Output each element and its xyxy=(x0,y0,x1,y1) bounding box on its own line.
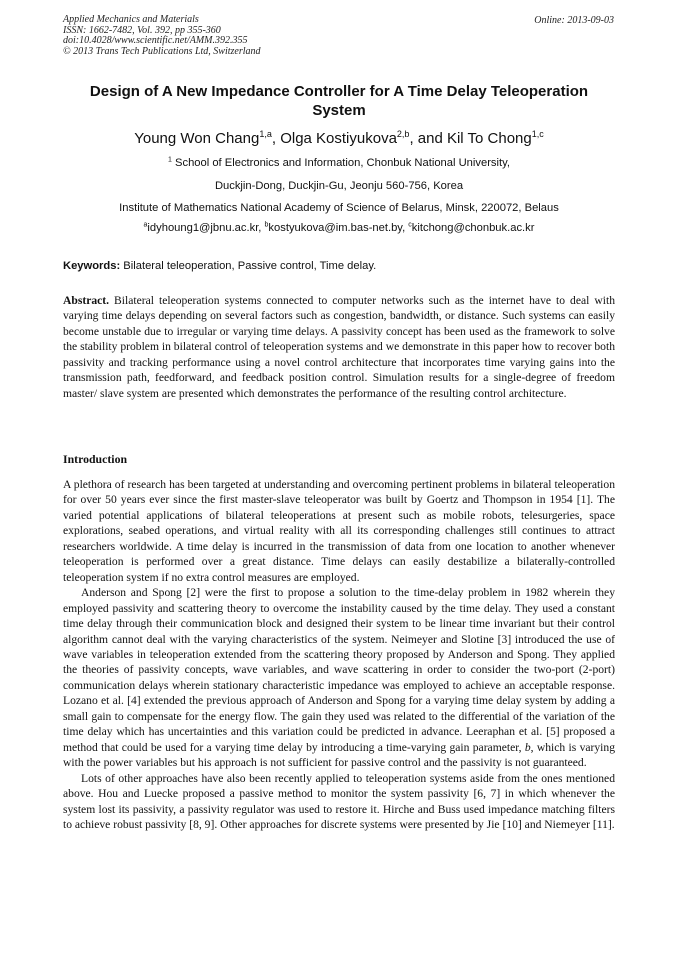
affiliation-1-line-2: Duckjin-Dong, Duckjin-Gu, Jeonju 560-756, Korea xyxy=(214,180,464,192)
journal-name: Applied Mechanics and Materials xyxy=(63,14,199,25)
keywords xyxy=(63,259,615,273)
author-name: Olga Kostiyukova xyxy=(280,130,397,147)
online-date: Online: 2013-09-03 xyxy=(534,15,614,26)
introduction-body xyxy=(63,477,615,832)
copyright-line: © 2013 Trans Tech Publications Ltd, Switzerland xyxy=(63,45,261,57)
email-link[interactable]: idyhoung1@jbnu.ac.kr xyxy=(147,222,259,234)
keywords-text: Bilateral teleoperation, Passive control, Time delay. xyxy=(120,260,377,272)
paragraph: Anderson and Spong [2] were the first to propose a solution to the time-delay problem in 1982 wherein they employed passivity and scattering theory to overcome the instability caused by the time delay. They used a constant time delay through their communication block and designed their system to be linear time invariant but their control algorithm cannot deal with the varying characteristics of the system. Neimeyer and Slotine [3] introduced the use of wave variables in teleoperation extended from the scattering theory proposed by Anderson and Spong. They applied the theories of passivity concepts, wave variables, and wave scattering in order to consider the two-port (2-port) communication delays wherein stationary characteristic impedance was employed to achieve an acceptable response. Lozano et al. [4] extended the previous approach of Anderson and Spong for a varying time delay system by adding a small gain to compensate for the energy flow. The gain they used was related to the differential of the variation of the time delay which has uncertainties and this variation could be predicted in advance. Leeraphan et al. [5] proposed a method that could be used for a varying time delay by introducing a time-varying gain parameter, b, which is varying with the power variables but his approach is not sufficient for passive control and the passivity is not guaranteed. xyxy=(63,586,615,770)
paper-title: Design of A New Impedance Controller for A Time Delay Teleoperation System xyxy=(89,83,589,119)
author-list: Young Won Chang$^{1,a}$, Olga Kostiyukova$^{2,b}$, and Kil To Chong$^{1,c}$ xyxy=(134,129,544,147)
email-link[interactable]: kostyukova@im.bas-net.by xyxy=(268,222,403,234)
doi-line: doi:10.4028/www.scientific.net/AMM.392.355 xyxy=(63,35,248,46)
author-name: Young Won Chang xyxy=(134,130,260,147)
affiliation-1-line-1: $^1$ School of Electronics and Information, Chonbuk National University, xyxy=(168,156,510,169)
abstract-label: Abstract. xyxy=(63,294,110,307)
paragraph: Lots of other approaches have also been recently applied to teleoperation systems aside from the ones mentioned above. Hou and Luecke proposed a passive method to monitor the system passivity [6, 7] in which whenever the system lost its passivity, a passivity regulator was used to restore it. Hirche and Buss used impedance matching filters to achieve robust passivity [8, 9]. Other approaches for discrete systems were presented by Jie [10] and Niemeyer [11]. xyxy=(63,771,615,831)
keywords-label: Keywords: xyxy=(63,260,121,272)
author-sup: 1,a xyxy=(259,129,272,139)
abstract-text: Bilateral teleoperation systems connected to computer networks such as the internet have to deal with varying time delays depending on several factors such as congestion, bandwidth, or distance. Such systems can easily become unstable due to irregular or varying time delays. A passivity concept has been used as the framework to solve the stability problem in bilateral control of teleoperation systems and we demonstrate in this paper how to recover both passivity and tracking performance using a novel control architecture that incorporates time varying gains into the transmission path, feedforward, and feedback position control. Simulation results for a single-degree of freedom master/ slave system are presented which demonstrates the performance of the resulting control architecture. xyxy=(63,294,615,400)
section-heading-introduction: Introduction xyxy=(63,452,128,466)
author-name: Kil To Chong xyxy=(446,130,532,147)
issn-line: ISSN: 1662-7482, Vol. 392, pp 355-360 xyxy=(63,24,221,36)
abstract xyxy=(63,293,615,401)
author-sup: 1,c xyxy=(531,129,544,139)
paragraph: A plethora of research has been targeted at understanding and overcoming pertinent problems in bilateral teleoperation for over 50 years ever since the first master-slave teleoperator was built by Goertz and Thompson in 1954 [1]. The varied potential applications of bilateral teleoperations at present such as mobile robots, telesurgeries, space explorations, seabed operations, and virtual reality with all its corresponding challenges still continues to attract researchers worldwide. A time delay is incurred in the transmission of data from one location to another whenever teleoperation is performed over a great distance. Time delays can easily destabilize a bilaterally-controlled teleoperation system if no extra control measures are employed. xyxy=(63,478,615,584)
journal-info xyxy=(63,15,261,57)
email-link[interactable]: kitchong@chonbuk.ac.kr xyxy=(411,222,535,234)
email-list: $^a$idyhoung1@jbnu.ac.kr, $^b$kostyukova@im.bas-net.by, $^c$kitchong@chonbuk.ac.kr xyxy=(143,221,535,234)
affiliation-2: Institute of Mathematics National Academy of Science of Belarus, Minsk, 220072, Belaus xyxy=(119,202,559,214)
author-sup: 2,b xyxy=(396,129,410,139)
